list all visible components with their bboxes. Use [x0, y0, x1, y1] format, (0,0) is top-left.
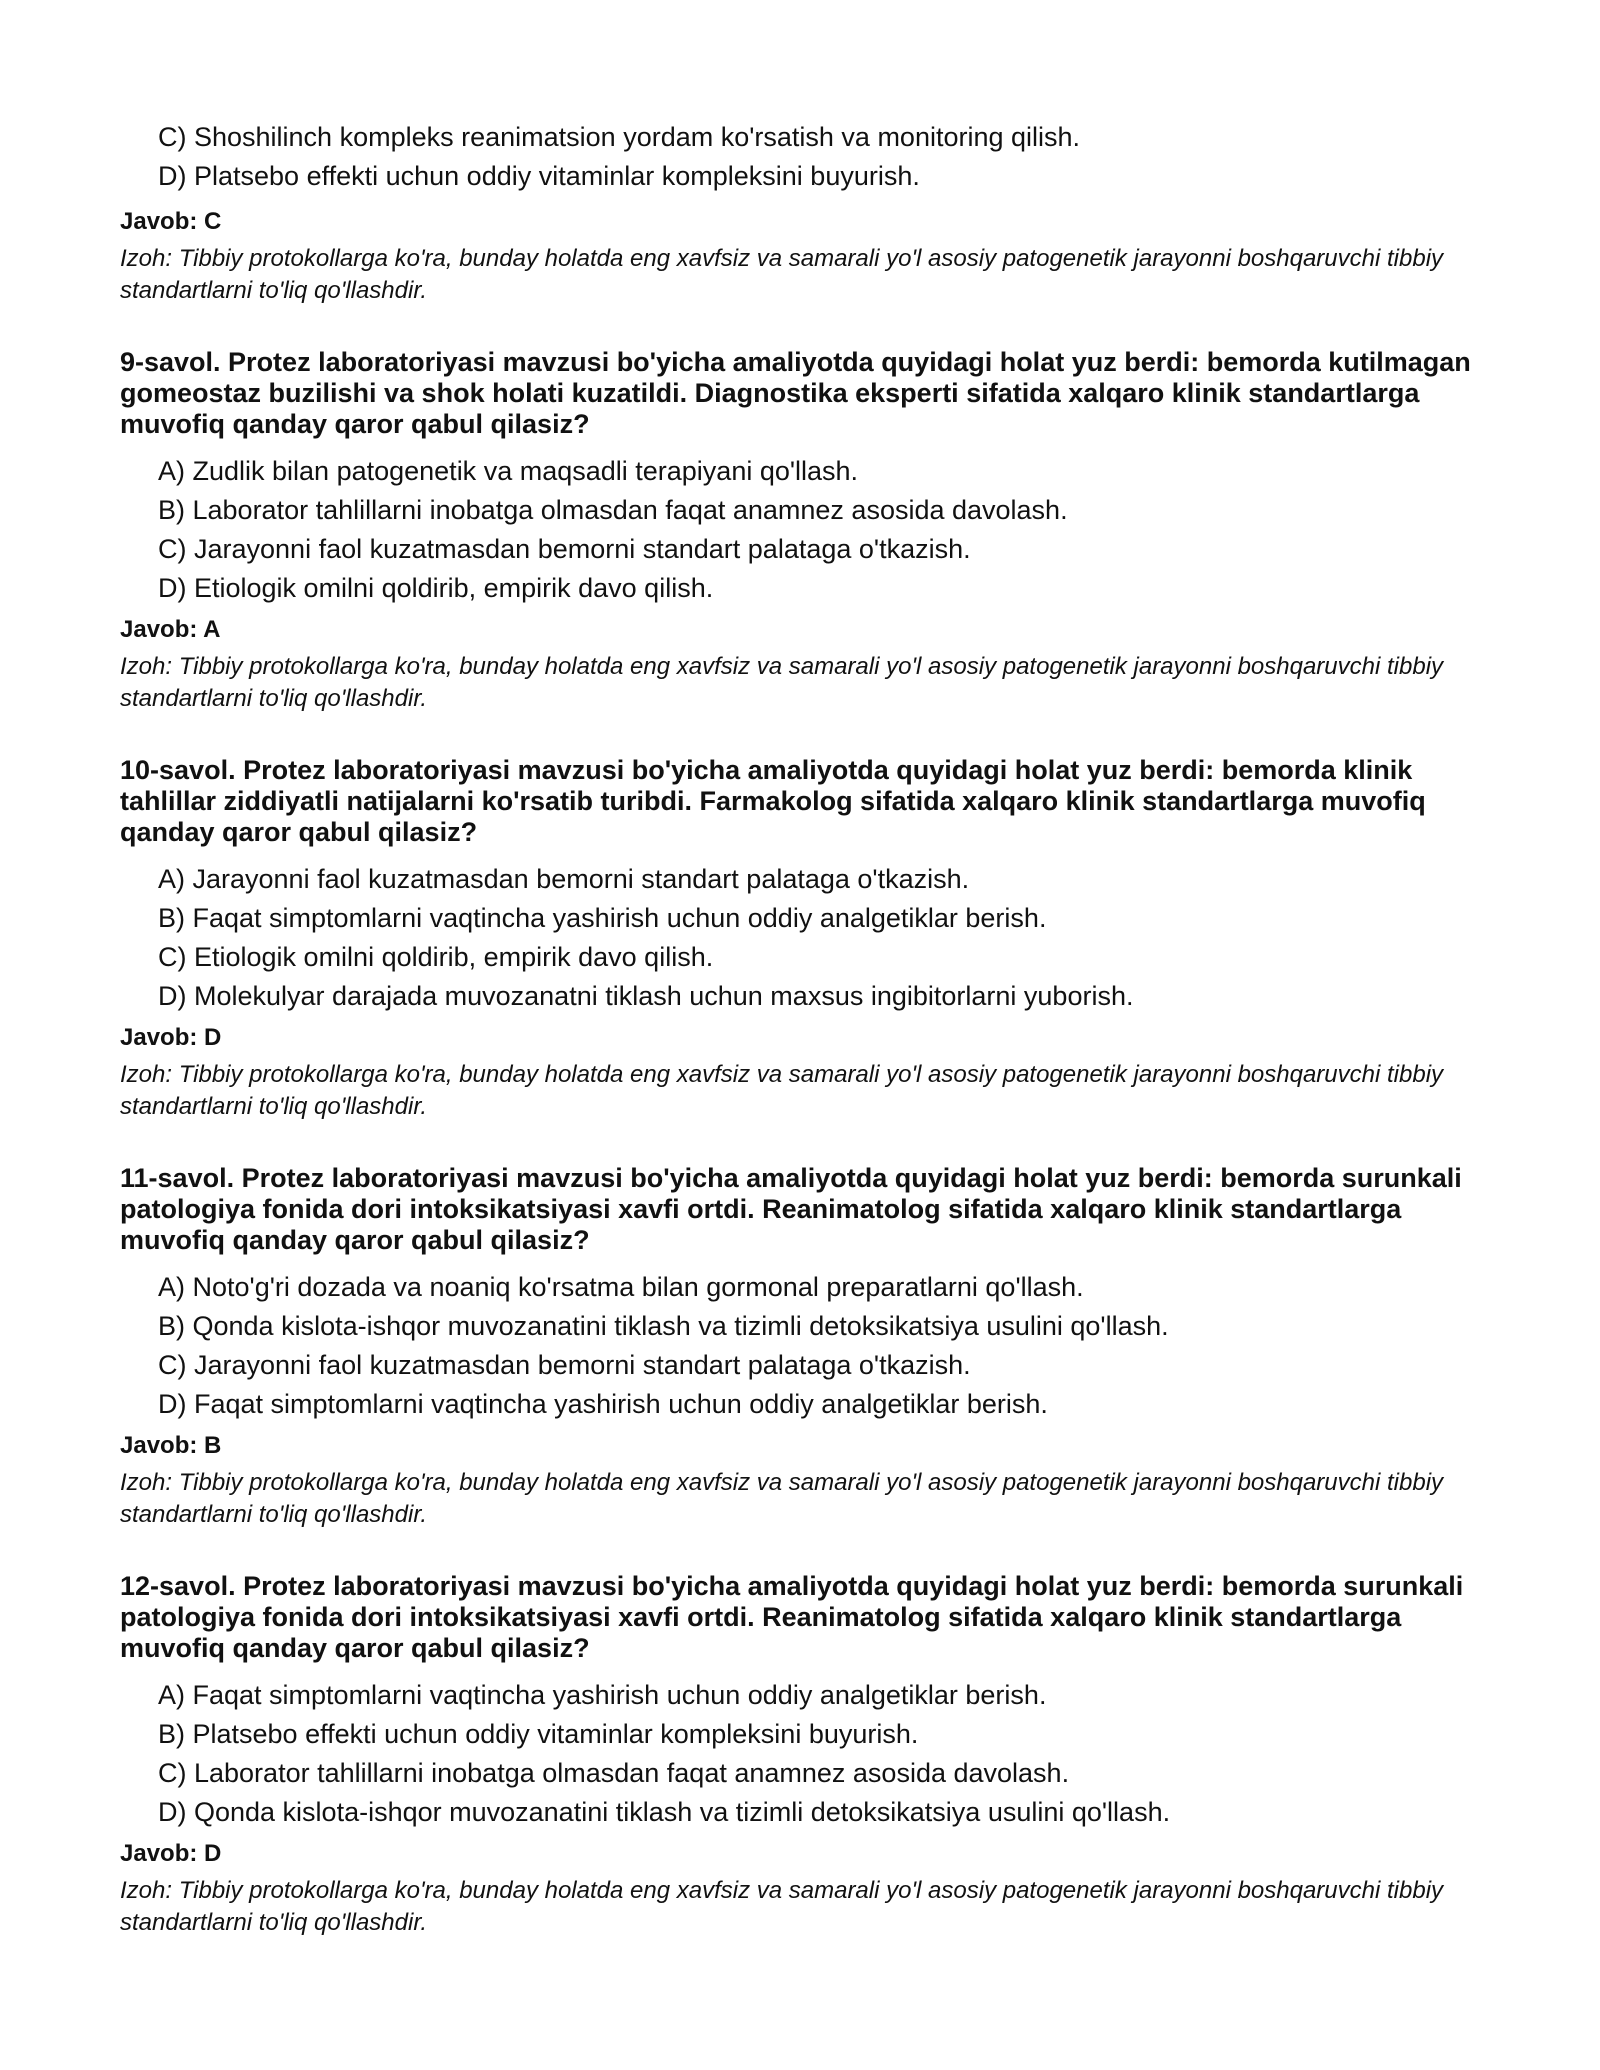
- answer-label: Javob: D: [120, 1024, 222, 1051]
- option-item: B) Faqat simptomlarni vaqtincha yashirish uchun oddiy analgetiklar berish.: [158, 903, 1047, 933]
- question-options: [158, 1268, 1490, 1424]
- explanation-note: Izoh: Tibbiy protokollarga ko'ra, bunday holatda eng xavfsiz va samarali yo'l asosiy patogenetik jarayonni boshqaruvchi tibbiy standartlarni to'liq qo'llashdir.: [120, 1469, 1444, 1528]
- option-item: A) Jarayonni faol kuzatmasdan bemorni standart palataga o'tkazish.: [158, 864, 970, 894]
- answer-label: Javob: A: [120, 616, 221, 643]
- option-item: D) Qonda kislota-ishqor muvozanatini tiklash va tizimli detoksikatsiya usulini qo'llash.: [158, 1797, 1171, 1827]
- question-title: 11-savol. Protez laboratoriyasi mavzusi bo'yicha amaliyotda quyidagi holat yuz berdi: bemorda surunkali patologiya fonida dori intoksikatsiyasi xavfi ortdi. Reanimatolog sifatida xalqaro klinik standartlarga muvofiq qanday qaror qabul qilasiz?: [120, 1163, 1462, 1255]
- option-item: D) Molekulyar darajada muvozanatni tiklash uchun maxsus ingibitorlarni yuborish.: [158, 981, 1134, 1011]
- option-item: A) Faqat simptomlarni vaqtincha yashirish uchun oddiy analgetiklar berish.: [158, 1680, 1047, 1710]
- option-item: C) Shoshilinch kompleks reanimatsion yordam ko'rsatish va monitoring qilish.: [158, 122, 1081, 152]
- option-item: A) Noto'g'ri dozada va noaniq ko'rsatma bilan gormonal preparatlarni qo'llash.: [158, 1272, 1084, 1302]
- question-options: [158, 860, 1490, 1016]
- option-item: C) Jarayonni faol kuzatmasdan bemorni standart palataga o'tkazish.: [158, 534, 971, 564]
- explanation-note: Izoh: Tibbiy protokollarga ko'ra, bunday holatda eng xavfsiz va samarali yo'l asosiy patogenetik jarayonni boshqaruvchi tibbiy standartlarni to'liq qo'llashdir.: [120, 245, 1444, 304]
- question-title: 10-savol. Protez laboratoriyasi mavzusi bo'yicha amaliyotda quyidagi holat yuz berdi: bemorda klinik tahlillar ziddiyatli natijalarni ko'rsatib turibdi. Farmakolog sifatida xalqaro klinik standartlarga muvofiq qanday qaror qabul qilasiz?: [120, 755, 1426, 847]
- answer-label: Javob: D: [120, 1840, 222, 1867]
- option-item: C) Laborator tahlillarni inobatga olmasdan faqat anamnez asosida davolash.: [158, 1758, 1070, 1788]
- question-block: [120, 1163, 1490, 1424]
- option-item: B) Platsebo effekti uchun oddiy vitaminlar kompleksini buyurish.: [158, 1719, 919, 1749]
- question-block: [120, 755, 1490, 1016]
- explanation-note: Izoh: Tibbiy protokollarga ko'ra, bunday holatda eng xavfsiz va samarali yo'l asosiy patogenetik jarayonni boshqaruvchi tibbiy standartlarni to'liq qo'llashdir.: [120, 653, 1444, 712]
- explanation-note: Izoh: Tibbiy protokollarga ko'ra, bunday holatda eng xavfsiz va samarali yo'l asosiy patogenetik jarayonni boshqaruvchi tibbiy standartlarni to'liq qo'llashdir.: [120, 1877, 1444, 1936]
- option-item: D) Faqat simptomlarni vaqtincha yashirish uchun oddiy analgetiklar berish.: [158, 1389, 1048, 1419]
- option-item: B) Qonda kislota-ishqor muvozanatini tiklash va tizimli detoksikatsiya usulini qo'llash.: [158, 1311, 1169, 1341]
- answer-label: Javob: C: [120, 208, 222, 235]
- option-item: A) Zudlik bilan patogenetik va maqsadli terapiyani qo'llash.: [158, 456, 859, 486]
- explanation-note: Izoh: Tibbiy protokollarga ko'ra, bunday holatda eng xavfsiz va samarali yo'l asosiy patogenetik jarayonni boshqaruvchi tibbiy standartlarni to'liq qo'llashdir.: [120, 1061, 1444, 1120]
- lead-options-list: [158, 118, 1458, 196]
- question-title: 12-savol. Protez laboratoriyasi mavzusi bo'yicha amaliyotda quyidagi holat yuz berdi: bemorda surunkali patologiya fonida dori intoksikatsiyasi xavfi ortdi. Reanimatolog sifatida xalqaro klinik standartlarga muvofiq qanday qaror qabul qilasiz?: [120, 1571, 1464, 1663]
- option-item: B) Laborator tahlillarni inobatga olmasdan faqat anamnez asosida davolash.: [158, 495, 1068, 525]
- question-options: [158, 1676, 1490, 1832]
- option-item: D) Etiologik omilni qoldirib, empirik davo qilish.: [158, 573, 714, 603]
- question-title: 9-savol. Protez laboratoriyasi mavzusi bo'yicha amaliyotda quyidagi holat yuz berdi: bemorda kutilmagan gomeostaz buzilishi va shok holati kuzatildi. Diagnostika eksperti sifatida xalqaro klinik standartlarga muvofiq qanday qaror qabul qilasiz?: [120, 347, 1471, 439]
- answer-label: Javob: B: [120, 1432, 222, 1459]
- option-item: C) Etiologik omilni qoldirib, empirik davo qilish.: [158, 942, 714, 972]
- option-item: D) Platsebo effekti uchun oddiy vitaminlar kompleksini buyurish.: [158, 161, 920, 191]
- question-block: [120, 1571, 1490, 1832]
- question-block: [120, 347, 1490, 608]
- option-item: C) Jarayonni faol kuzatmasdan bemorni standart palataga o'tkazish.: [158, 1350, 971, 1380]
- question-options: [158, 452, 1490, 608]
